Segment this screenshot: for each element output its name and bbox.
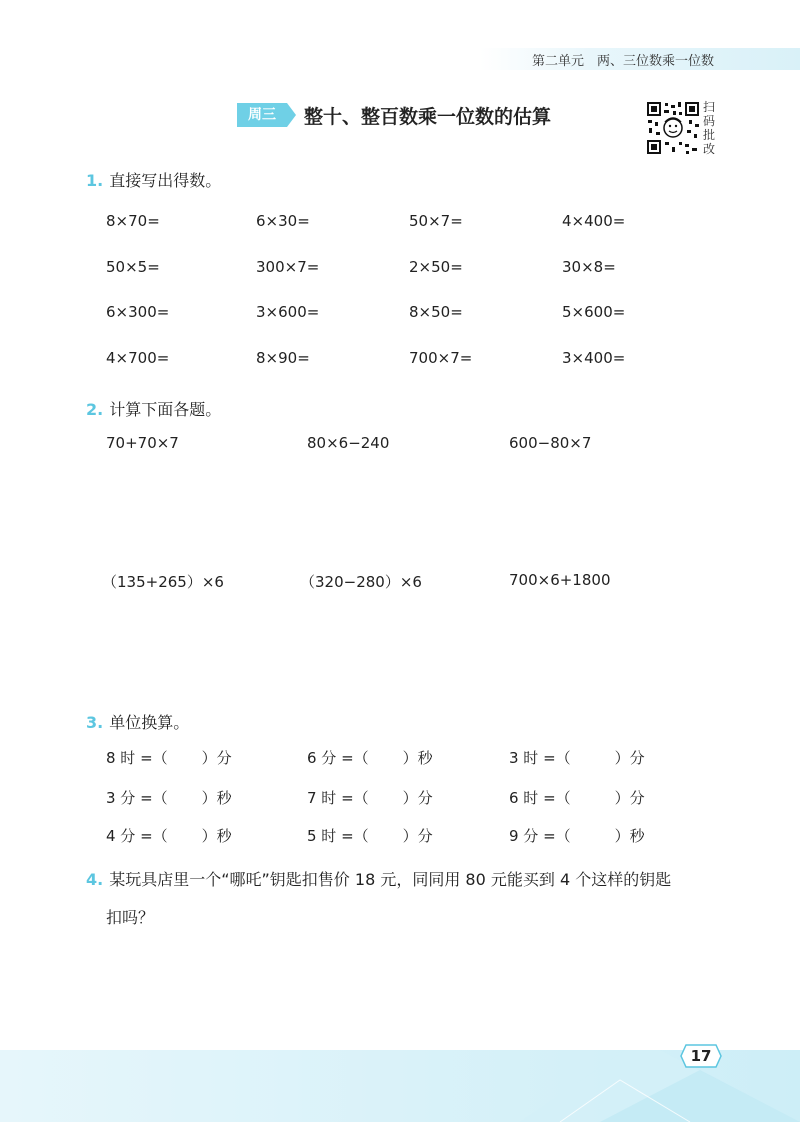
q2-item: 80×6−240	[307, 434, 390, 452]
q3-item: 9 分 =（ ）秒	[509, 827, 645, 845]
q3-item: 6 时 =（ ）分	[509, 789, 645, 807]
question-1-title: 1. 直接写出得数。	[86, 171, 222, 190]
q1-item: 8×90=	[256, 349, 310, 367]
q1-item: 6×300=	[106, 303, 170, 321]
q2-item: 600−80×7	[509, 434, 592, 452]
q1-item: 4×400=	[562, 212, 626, 230]
q1-item: 30×8=	[562, 258, 616, 276]
question-4-line-1: 4. 某玩具店里一个“哪吒”钥匙扣售价 18 元，同同用 80 元能买到 4 个这样的钥匙	[86, 870, 672, 889]
q2-item: 70+70×7	[106, 434, 179, 452]
q1-item: 300×7=	[256, 258, 320, 276]
q2-item: （320−280）×6	[300, 573, 422, 591]
q1-item: 8×50=	[409, 303, 463, 321]
q1-item: 50×7=	[409, 212, 463, 230]
q3-item: 4 分 =（ ）秒	[106, 827, 232, 845]
q1-item: 700×7=	[409, 349, 473, 367]
question-4-line-2: 扣吗？	[106, 908, 155, 927]
q1-item: 3×600=	[256, 303, 320, 321]
q1-item: 8×70=	[106, 212, 160, 230]
question-2-title: 2. 计算下面各题。	[86, 400, 222, 419]
q3-item: 3 分 =（ ）秒	[106, 789, 232, 807]
q3-item: 5 时 =（ ）分	[307, 827, 433, 845]
q1-item: 5×600=	[562, 303, 626, 321]
q1-item: 6×30=	[256, 212, 310, 230]
qr-code-icon[interactable]	[645, 100, 701, 156]
q2-item: （135+265）×6	[102, 573, 224, 591]
q1-item: 50×5=	[106, 258, 160, 276]
q1-item: 4×700=	[106, 349, 170, 367]
page-title: 整十、整百数乘一位数的估算	[304, 106, 552, 128]
page-number: 17	[690, 1047, 712, 1065]
day-tag: 周三	[237, 103, 287, 127]
q1-item: 2×50=	[409, 258, 463, 276]
unit-title: 第二单元 两、三位数乘一位数	[531, 54, 714, 69]
scan-text: 扫码批改	[703, 100, 716, 156]
question-3-title: 3. 单位换算。	[86, 713, 190, 732]
q3-item: 8 时 =（ ）分	[106, 749, 232, 767]
q3-item: 6 分 =（ ）秒	[307, 749, 433, 767]
q1-item: 3×400=	[562, 349, 626, 367]
q2-item: 700×6+1800	[509, 571, 611, 589]
q3-item: 3 时 =（ ）分	[509, 749, 645, 767]
q3-item: 7 时 =（ ）分	[307, 789, 433, 807]
